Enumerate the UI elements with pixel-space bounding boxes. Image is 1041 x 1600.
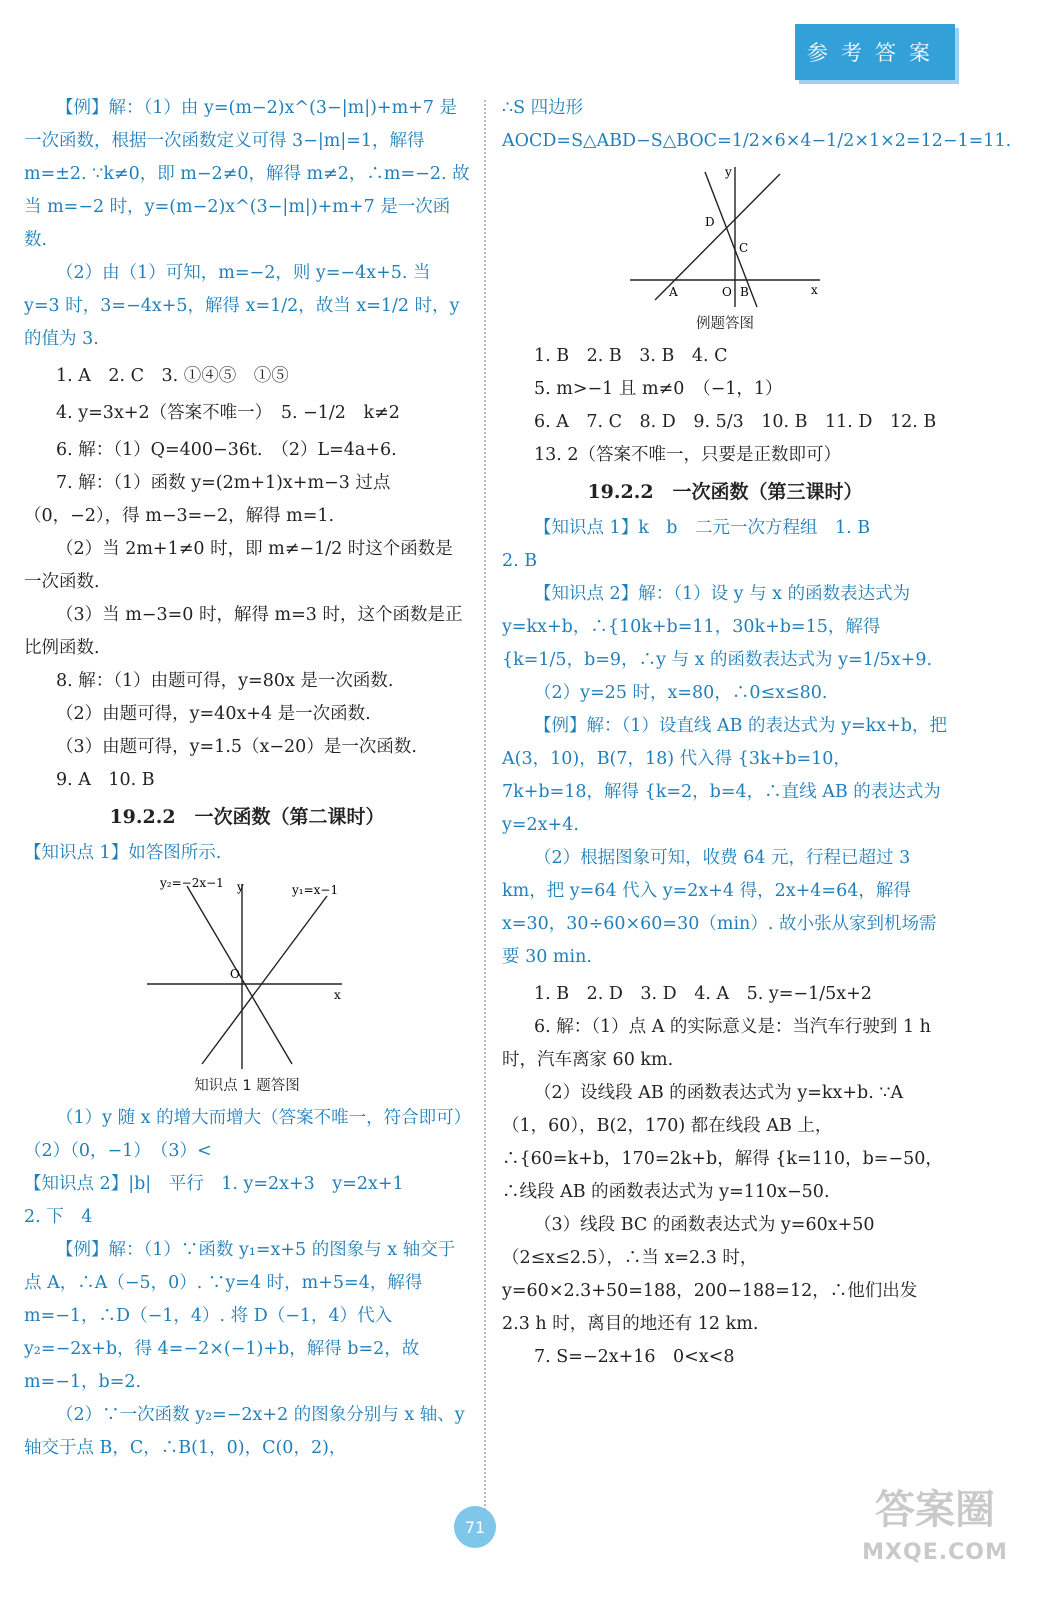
answer-7-part2: （2）当 2m+1≠0 时，即 m≠−1/2 时这个函数是一次函数. [24, 539, 453, 592]
point-a-label: A [669, 285, 678, 299]
answer-header-tag: 参考答案 [795, 24, 955, 80]
answers-4-5: 4. y=3x+2（答案不唯一） 5. −1/2 k≠2 [56, 403, 400, 423]
area-calculation: ∴S 四边形 AOCD=S△ABD−S△BOC=1/2×6×4−1/2×1×2=12−1=11. [502, 98, 1012, 151]
answer-8-part2: （2）由题可得，y=40x+4 是一次函数. [56, 704, 371, 724]
knowledge-point-1: 【知识点 1】如答图所示. [24, 843, 222, 863]
lesson3-example-part2: （2）根据图象可知，收费 64 元，行程已超过 3 km，把 y=64 代入 y=2x+4 得，2x+4=64，解得 x=30，30÷60×60=30（min）. 故小张从家到机场需要 30 min. [502, 848, 937, 967]
y-axis-label: y [725, 165, 732, 179]
x-axis-label: x [334, 988, 341, 1002]
origin-label: O [230, 967, 240, 981]
line-y1-label: y₁=x−1 [292, 883, 339, 897]
section-title-lesson2: 19.2.2 一次函数（第二课时） [109, 806, 385, 828]
lesson3-answer-7: 7. S=−2x+16 0<x<8 [534, 1347, 735, 1367]
example-lesson2-part2: （2）∵一次函数 y₂=−2x+2 的图象分别与 x 轴、y 轴交于点 B，C，∴B(1，0)，C(0，2)， [24, 1405, 465, 1458]
lesson3-answers-1-5: 1. B 2. D 3. D 4. A 5. y=−1/5x+2 [534, 984, 872, 1004]
watermark-url: MXQE.COM [862, 1540, 1008, 1565]
answer-6: 6. 解：（1）Q=400−36t. （2）L=4a+6. [56, 440, 397, 460]
figure-caption-example: 例题答图 [696, 316, 754, 332]
watermark-logo [845, 1480, 1025, 1588]
point-c-label: C [739, 241, 749, 255]
lesson3-kp1: 【知识点 1】k b 二元一次方程组 1. B [534, 518, 871, 538]
answer-8-part1: 8. 解：（1）由题可得，y=80x 是一次函数. [56, 671, 394, 691]
lesson3-kp2-part2: （2）y=25 时，x=80，∴0≤x≤80. [534, 683, 828, 703]
lesson3-kp1-answer-2: 2. B [502, 551, 538, 571]
example-answer-part1: 【例】解：（1）由 y=(m−2)x^(3−|m|)+m+7 是一次函数，根据一次函数定义可得 3−|m|=1，解得 m=±2. ∵k≠0，即 m−2≠0，解得 m≠2，∴m=−2. 故当 m=−2 时，y=(m−2)x^(3−|m|)+m+7 是一次函数. [24, 98, 470, 250]
answer-13: 13. 2（答案不唯一，只要是正数即可） [534, 445, 842, 465]
kp2-answer-2: 2. 下 4 [24, 1207, 93, 1227]
lesson3-example-part1: 【例】解：（1）设直线 AB 的表达式为 y=kx+b，把 A(3，10)，B(7，18) 代入得 {3k+b=10，7k+b=18，解得 {k=2，b=4，∴直线 AB 的表达式为 y=2x+4. [502, 716, 947, 835]
origin-label: O [722, 285, 732, 299]
lesson3-kp2: 【知识点 2】解：（1）设 y 与 x 的函数表达式为 y=kx+b，∴{10k+b=11，30k+b=15，解得 {k=1/5，b=9，∴y 与 x 的函数表达式为 y=1/5x+9. [502, 584, 933, 670]
example-answer-part2: （2）由（1）可知，m=−2，则 y=−4x+5. 当 y=3 时，3=−4x+5，解得 x=1/2，故当 x=1/2 时，y 的值为 3. [24, 263, 460, 349]
page-number-badge: 71 [454, 1506, 496, 1548]
section-title-lesson3: 19.2.2 一次函数（第三课时） [587, 481, 863, 503]
answer-7-part3: （3）当 m−3=0 时，解得 m=3 时，这个函数是正比例函数. [24, 605, 463, 658]
watermark-title: 答案圈 [875, 1487, 995, 1533]
answer-8-part3: （3）由题可得，y=1.5（x−20）是一次函数. [56, 737, 417, 757]
example-lesson2-part1: 【例】解：（1）∵函数 y₁=x+5 的图象与 x 轴交于点 A，∴A（−5，0）. ∵y=4 时，m+5=4，解得 m=−1，∴D（−1，4）. 将 D（−1，4）代入 y₂=−2x+b，得 4=−2×(−1)+b，解得 b=2，故 m=−1，b=2. [24, 1240, 456, 1392]
figure-caption-kp1: 知识点 1 题答图 [194, 1078, 300, 1094]
column-divider [484, 100, 486, 1510]
example-figure [625, 162, 825, 312]
y-axis-label: y [237, 880, 244, 894]
kp1-answers: （1）y 随 x 的增大而增大（答案不唯一，符合即可） （2）（0，−1） （3）< [24, 1108, 480, 1161]
answer-5: 5. m>−1 且 m≠0 （−1，1） [534, 379, 783, 399]
answers-9-10: 9. A 10. B [56, 770, 155, 790]
answers-1-3: 1. A 2. C 3. ①④⑤ ①⑤ [56, 366, 289, 386]
knowledge-point-2: 【知识点 2】|b| 平行 1. y=2x+3 y=2x+1 [24, 1174, 404, 1194]
right-column [502, 92, 1012, 1374]
lesson3-answer-6-part2: （2）设线段 AB 的函数表达式为 y=kx+b. ∵A（1，60），B(2，170) 都在线段 AB 上，∴{60=k+b，170=2k+b，解得 {k=110，b=−50，∴线段 AB 的函数表达式为 y=110x−50. [502, 1083, 943, 1202]
answer-7-part1: 7. 解：（1）函数 y=(2m+1)x+m−3 过点（0，−2），得 m−3=−2，解得 m=1. [24, 473, 391, 526]
lesson3-answer-6-part3: （3）线段 BC 的函数表达式为 y=60x+50（2≤x≤2.5），∴当 x=2.3 时，y=60×2.3+50=188，200−188=12，∴他们出发 2.3 h 时，离目的地还有 12 km. [502, 1215, 918, 1334]
point-b-label: B [740, 285, 749, 299]
line-y2-label: y₂=−2x−1 [160, 876, 224, 890]
lesson3-answer-6-part1: 6. 解：（1）点 A 的实际意义是：当汽车行驶到 1 h 时，汽车离家 60 km. [502, 1017, 931, 1070]
knowledge-point-1-figure [142, 874, 352, 1074]
answers-1-4: 1. B 2. B 3. B 4. C [534, 346, 728, 366]
left-column [24, 92, 480, 1465]
point-d-label: D [705, 215, 715, 229]
x-axis-label: x [811, 283, 818, 297]
answers-6-12: 6. A 7. C 8. D 9. 5/3 10. B 11. D 12. B [534, 412, 937, 432]
